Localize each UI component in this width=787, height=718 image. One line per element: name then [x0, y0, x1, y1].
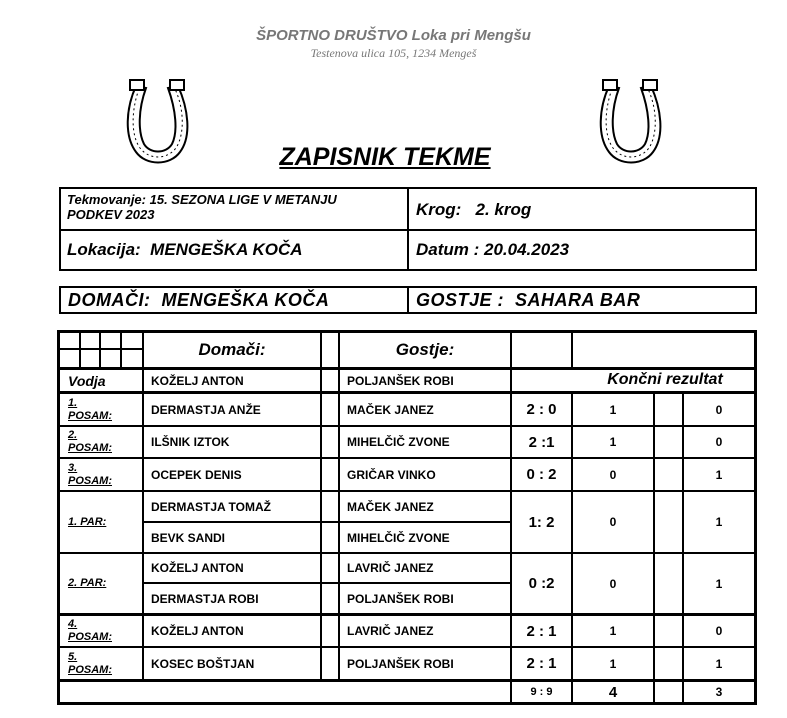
- away-player: POLJANŠEK ROBI: [347, 656, 454, 671]
- club-name: ŠPORTNO DRUŠTVO Loka pri Mengšu: [256, 27, 531, 44]
- away-leader: POLJANŠEK ROBI: [347, 373, 454, 388]
- home-player: DERMASTJA ANŽE: [151, 402, 261, 417]
- home-column-header: Domači:: [198, 340, 266, 359]
- match-score: 2 : 1: [526, 622, 557, 640]
- home-player: KOŽELJ ANTON: [151, 624, 244, 638]
- match-score: 2 : 0: [526, 401, 557, 418]
- away-points: 1: [715, 576, 723, 591]
- competition: Tekmovanje: 15. SEZONA LIGE V METANJU PODKEV 2023: [67, 192, 337, 222]
- away-player: LAVRIČ JANEZ: [347, 561, 434, 575]
- away-player: MAČEK JANEZ: [347, 402, 434, 417]
- away-player: MAČEK JANEZ: [347, 499, 434, 514]
- home-player: ILŠNIK IZTOK: [151, 435, 230, 449]
- away-points: 1: [715, 467, 723, 482]
- match-label: 3. POSAM:: [68, 461, 112, 487]
- home-player: DERMASTJA TOMAŽ: [151, 499, 271, 514]
- horseshoe-right-icon: [595, 78, 665, 168]
- away-points: 0: [715, 435, 723, 449]
- page-title: ZAPISNIK TEKME: [279, 143, 491, 171]
- location: Lokacija: MENGEŠKA KOČA: [67, 240, 303, 259]
- match-label: 1. POSAM:: [68, 396, 112, 422]
- match-score: 0 : 2: [526, 466, 557, 483]
- home-points: 1: [609, 656, 617, 671]
- leader-label: Vodja: [68, 372, 106, 389]
- final-result-label: Končni rezultat: [607, 371, 723, 388]
- home-points: 1: [609, 624, 617, 638]
- home-points: 0: [609, 576, 617, 591]
- home-points: 0: [609, 515, 617, 529]
- horseshoe-left-icon: [122, 78, 192, 168]
- total-away-points: 3: [715, 685, 723, 699]
- away-player: MIHELČIČ ZVONE: [347, 435, 450, 449]
- away-points: 0: [715, 402, 723, 417]
- match-score: 0 :2: [528, 575, 555, 592]
- match-label: 2. PAR:: [68, 577, 107, 589]
- home-points: 1: [609, 435, 617, 449]
- home-player: OCEPEK DENIS: [151, 467, 242, 482]
- match-score: 2 : 1: [526, 655, 557, 672]
- match-label: 5. POSAM:: [68, 650, 112, 676]
- home-player: KOSEC BOŠTJAN: [151, 656, 255, 671]
- away-points: 1: [715, 515, 723, 529]
- away-player: LAVRIČ JANEZ: [347, 624, 434, 638]
- match-label: 2. POSAM:: [68, 429, 112, 454]
- away-player: POLJANŠEK ROBI: [347, 591, 454, 606]
- club-address: Testenova ulica 105, 1234 Mengeš: [310, 46, 477, 60]
- home-player: DERMASTJA ROBI: [151, 591, 259, 606]
- away-points: 1: [715, 656, 723, 671]
- match-label: 1. PAR:: [68, 515, 107, 528]
- home-player: BEVK SANDI: [151, 530, 226, 545]
- match-label: 4. POSAM:: [68, 618, 112, 643]
- away-player: MIHELČIČ ZVONE: [347, 530, 450, 545]
- away-player: GRIČAR VINKO: [347, 467, 436, 482]
- home-points: 0: [609, 467, 617, 482]
- match-score: 1: 2: [528, 513, 555, 531]
- home-leader: KOŽELJ ANTON: [151, 373, 244, 388]
- total-score: 9 : 9: [530, 686, 553, 698]
- away-team: GOSTJE : SAHARA BAR: [416, 290, 641, 310]
- home-player: KOŽELJ ANTON: [151, 561, 244, 575]
- away-points: 0: [715, 624, 723, 638]
- match-score: 2 :1: [528, 433, 555, 451]
- home-team: DOMAČI: MENGEŠKA KOČA: [68, 290, 330, 310]
- home-points: 1: [609, 402, 617, 417]
- away-column-header: Gostje:: [395, 340, 455, 359]
- total-home-points: 4: [608, 683, 618, 701]
- round: Krog: 2. krog: [416, 200, 532, 219]
- date: Datum : 20.04.2023: [416, 240, 570, 259]
